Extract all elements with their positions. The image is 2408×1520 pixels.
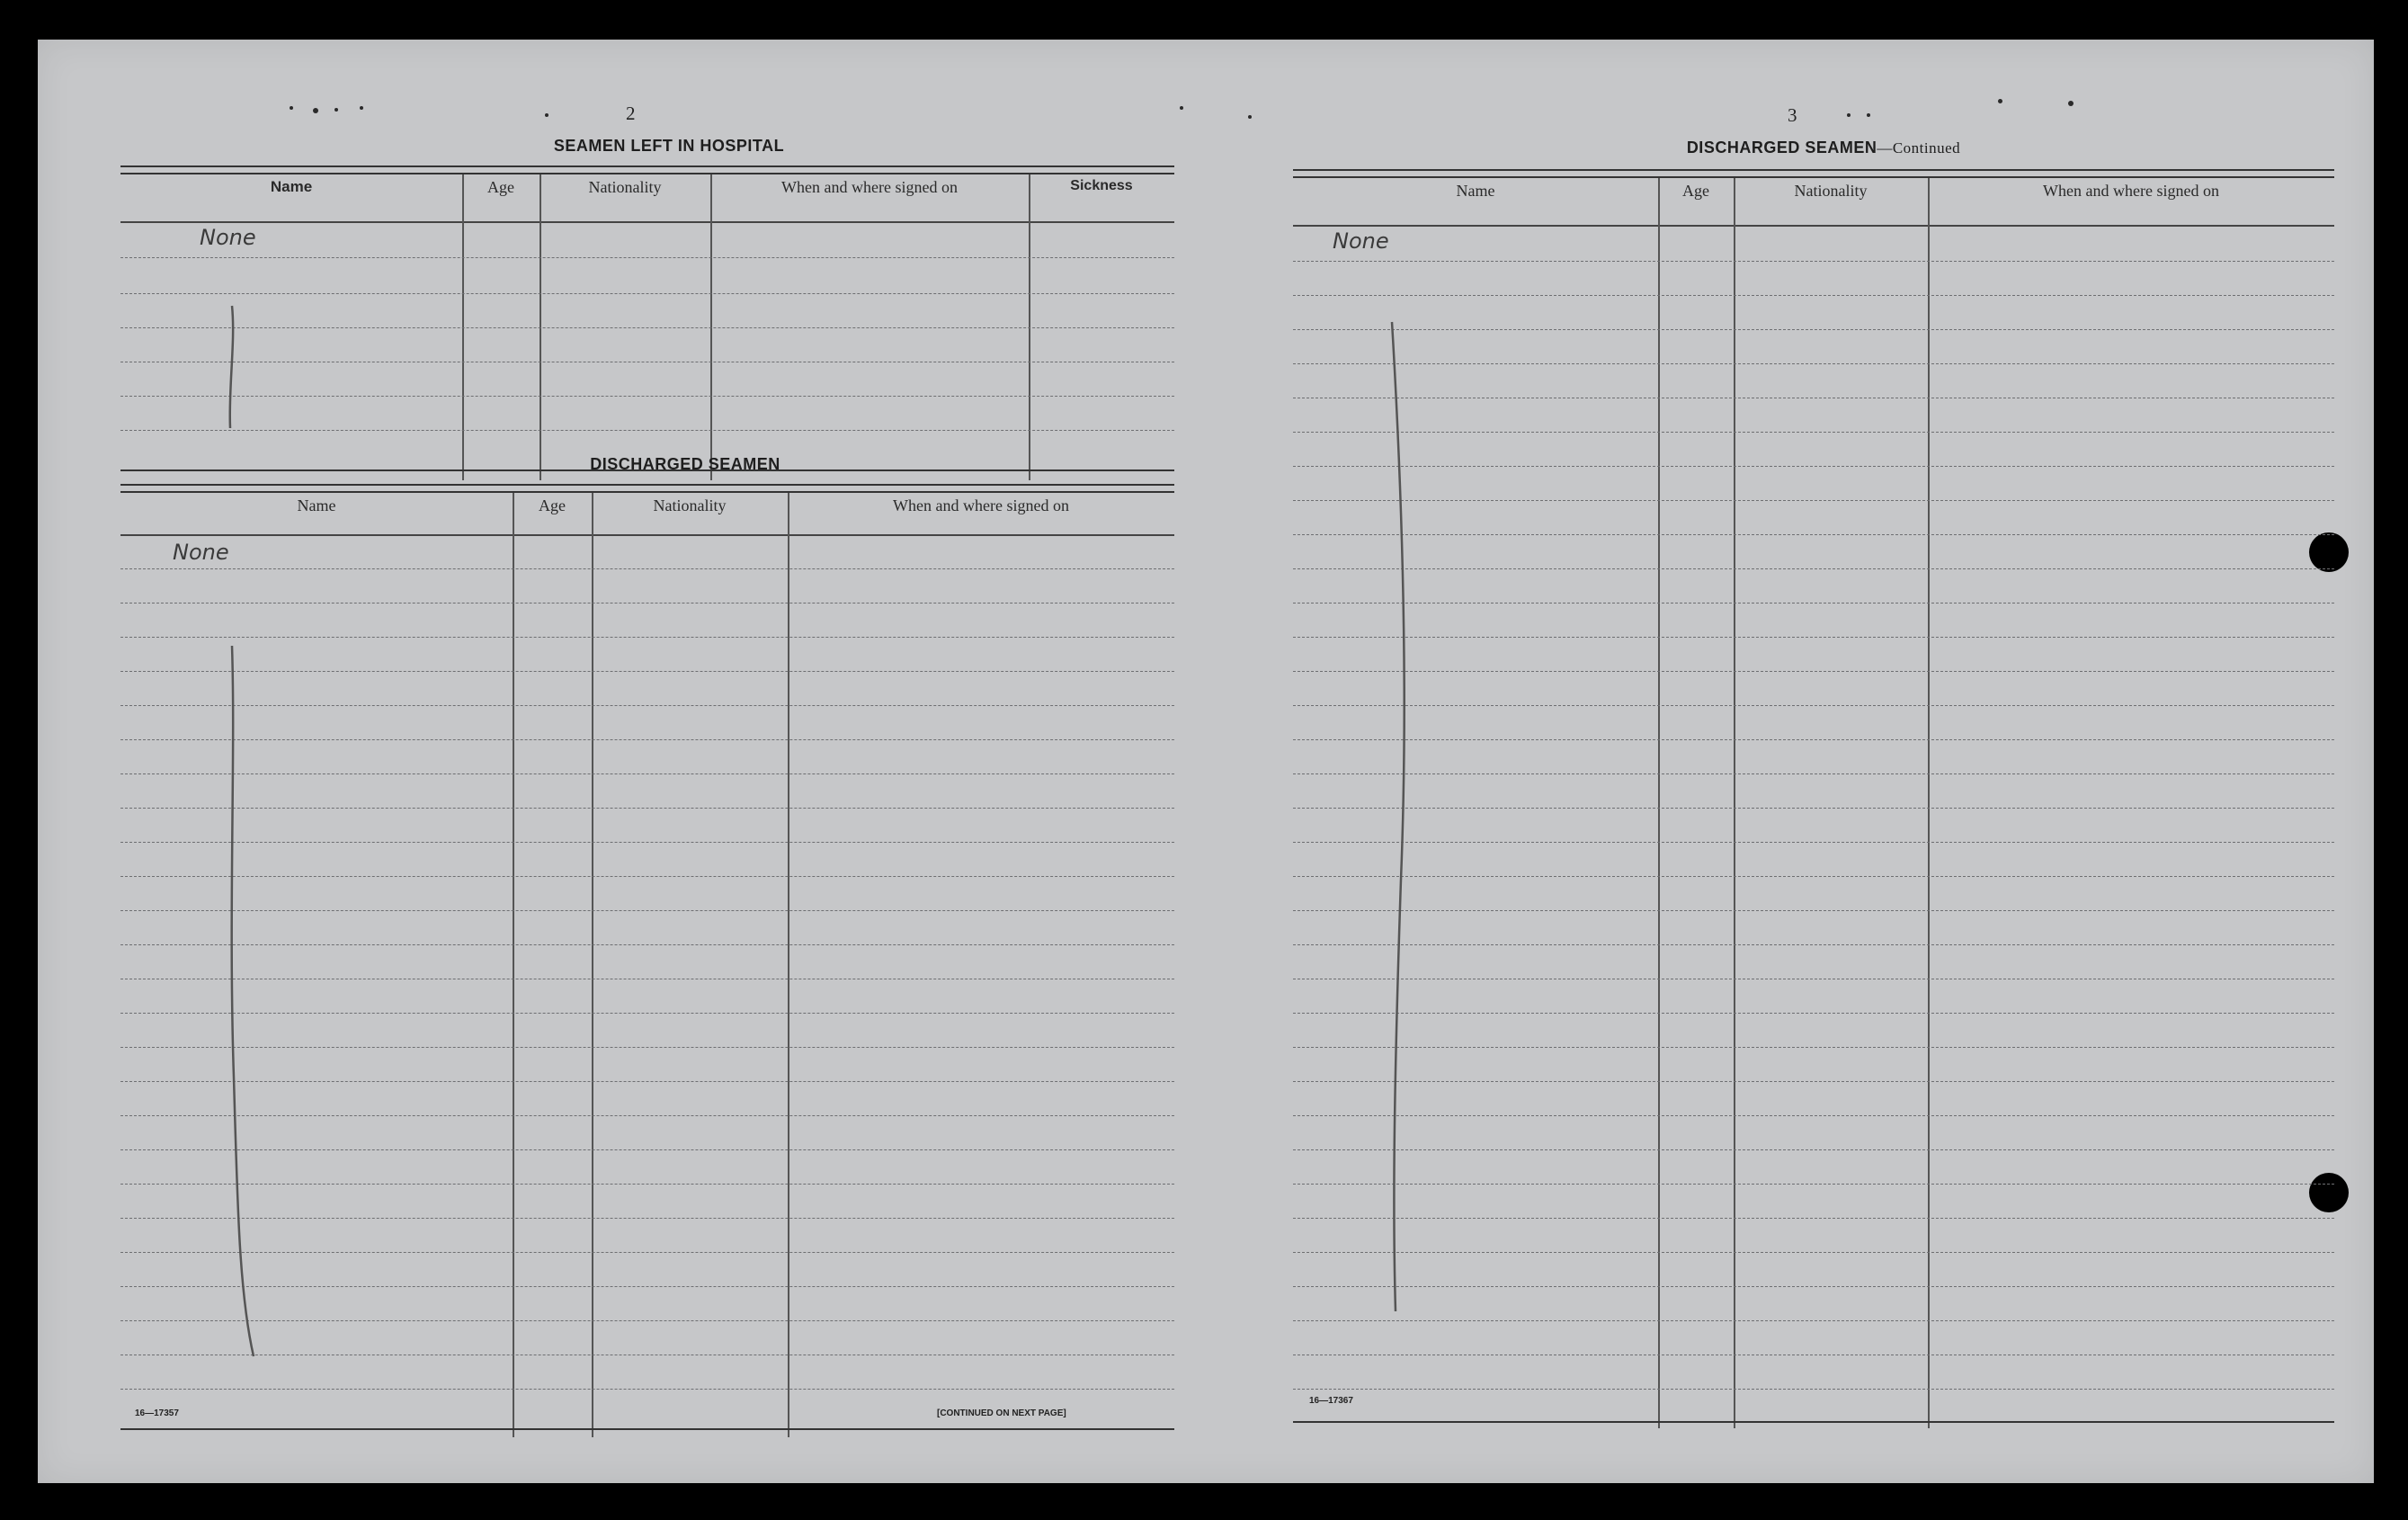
ink-speck — [334, 108, 338, 112]
ink-speck — [290, 106, 293, 110]
handwritten-ditto-line — [225, 306, 243, 432]
ink-speck — [1847, 113, 1851, 117]
document-sheet — [38, 40, 2374, 1483]
section-title-suffix: —Continued — [1877, 139, 1961, 156]
column-header-age: Age — [539, 496, 566, 514]
discharged-table — [120, 484, 1174, 1437]
handwritten-entry: None — [173, 540, 229, 565]
handwritten-ditto-line — [1390, 322, 1426, 1320]
ink-speck — [360, 106, 363, 110]
handwritten-ditto-line — [227, 646, 263, 1365]
ink-speck — [313, 108, 318, 113]
ink-speck — [1180, 106, 1183, 110]
column-header-signed-on: When and where signed on — [893, 496, 1069, 514]
page-number: 2 — [626, 103, 636, 124]
column-header-signed-on: When and where signed on — [781, 178, 958, 196]
discharged-continued-table — [1293, 169, 2334, 1428]
section-title-discharged-continued — [1626, 139, 2021, 157]
ink-speck — [2068, 101, 2074, 106]
section-title-discharged: DISCHARGED SEAMEN — [590, 455, 780, 473]
ink-speck — [1998, 99, 2002, 103]
column-header-nationality: Nationality — [588, 178, 662, 196]
form-number: 16—17367 — [1309, 1396, 1353, 1406]
ink-speck — [1867, 113, 1870, 117]
column-header-sickness: Sickness — [1070, 178, 1133, 193]
form-number: 16—17357 — [135, 1408, 179, 1418]
hospital-table — [120, 165, 1174, 480]
column-header-signed-on: When and where signed on — [2043, 182, 2219, 200]
section-title-hospital: SEAMEN LEFT IN HOSPITAL — [553, 137, 785, 155]
section-title-text: DISCHARGED SEAMEN — [1686, 139, 1877, 156]
handwritten-entry: None — [200, 225, 256, 250]
column-header-nationality: Nationality — [653, 496, 727, 514]
column-header-age: Age — [487, 178, 514, 196]
handwritten-entry: None — [1333, 228, 1389, 254]
column-header-name: Name — [297, 496, 336, 514]
column-header-name: Name — [270, 178, 313, 195]
continued-note: [CONTINUED ON NEXT PAGE] — [937, 1408, 1066, 1418]
column-header-age: Age — [1682, 182, 1709, 200]
ink-speck — [545, 113, 548, 117]
page-number: 3 — [1788, 104, 1797, 126]
column-header-name: Name — [1456, 182, 1495, 200]
column-header-nationality: Nationality — [1794, 182, 1868, 200]
ink-speck — [1248, 115, 1252, 119]
